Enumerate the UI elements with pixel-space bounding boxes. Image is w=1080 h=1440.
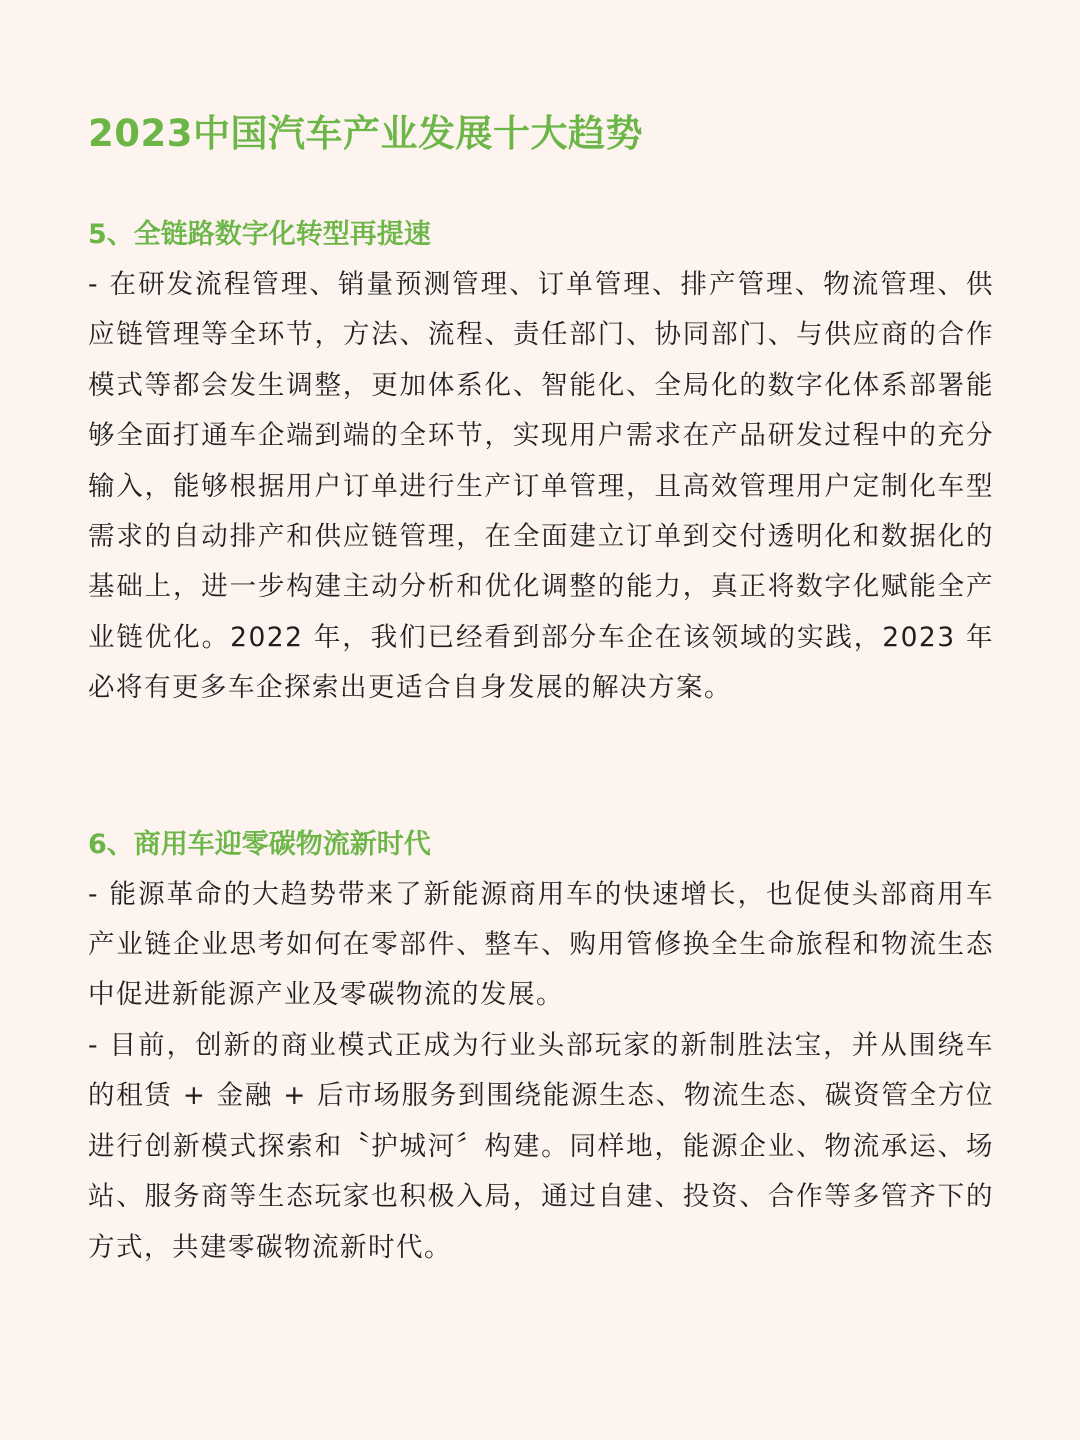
section-digital-transformation <box>88 210 994 714</box>
section-heading: 6、商用车迎零碳物流新时代 <box>88 828 431 860</box>
section-paragraph: - 能源革命的大趋势带来了新能源商用车的快速增长，也促使头部商用车产业链企业思考如何在零部件、整车、购用管修换全生命旅程和物流生态中促进新能源产业及零碳物流的发展。 <box>88 878 994 1011</box>
section-paragraph: - 目前，创新的商业模式正成为行业头部玩家的新制胜法宝，并从围绕车的租赁 + 金融 + 后市场服务到围绕能源生态、物流生态、碳资管全方位进行创新模式探索和〝护城河〞构建。同样地，能源企业、物流承运、场站、服务商等生态玩家也积极入局，通过自建、投资、合作等多管齐下的方式，共建零碳物流新时代。 <box>88 1029 994 1263</box>
section-heading: 5、全链路数字化转型再提速 <box>88 219 431 250</box>
document-title: 2023中国汽车产业发展十大趋势 <box>88 112 643 155</box>
section-commercial-vehicles <box>88 820 994 1273</box>
section-paragraph: - 在研发流程管理、销量预测管理、订单管理、排产管理、物流管理、供应链管理等全环节，方法、流程、责任部门、协同部门、与供应商的合作模式等都会发生调整，更加体系化、智能化、全局化的数字化体系部署能够全面打通车企端到端的全环节，实现用户需求在产品研发过程中的充分输入，能够根据用户订单进行生产订单管理，且高效管理用户定制化车型需求的自动排产和供应链管理，在全面建立订单到交付透明化和数据化的基础上，进一步构建主动分析和优化调整的能力，真正将数字化赋能全产业链优化。2022 年，我们已经看到部分车企在该领域的实践，2023 年必将有更多车企探索出更适合自身发展的解决方案。 <box>88 269 994 704</box>
